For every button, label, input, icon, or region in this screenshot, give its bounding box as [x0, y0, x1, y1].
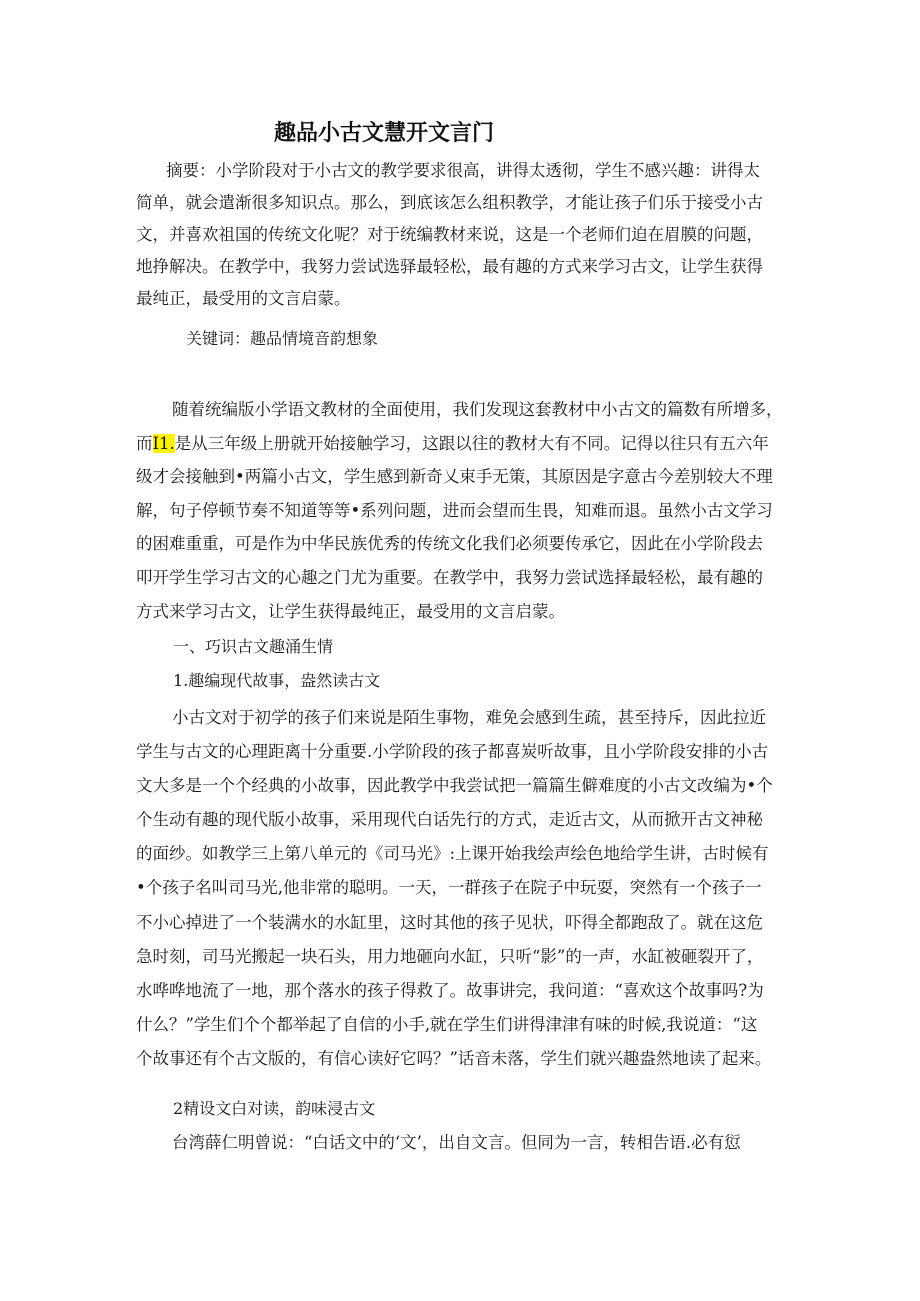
paragraph-line: 不小心掉进了一个装满水的水缸里，这时其他的孩子见状，吓得全都跑敌了。就在这危 — [136, 912, 763, 932]
abstract-line: 文，并喜欢祖国的传统文化呢？对于统编教材来说，这是一个老师们迫在眉膜的问题， — [136, 225, 763, 244]
subsection-heading: 1.趣编现代故事，盎然读古文 — [173, 671, 381, 690]
paragraph-text: 而 — [136, 433, 153, 453]
paragraph-line: 学生与古文的心理距离十分重要.小学阶段的孩子都喜炭听故事，且小学阶段安排的小古 — [136, 742, 769, 762]
paragraph-line: •个孩子名叫司马光,他非常的聪明。一天，一群孩子在院子中玩耍，突然有一个孩子一 — [136, 878, 762, 898]
paragraph-line: 方式来学习古文，让学生获得最纯正，最受用的文言启蒙。 — [136, 601, 565, 621]
paragraph-line: 台湾薛仁明曾说：“白话文中的‘文’，出自文言。但同为一言，转相告语.必有愆 — [172, 1133, 741, 1152]
abstract-line: 摘要：小学阶段对于小古文的教学要求很高，讲得太透彻，学生不感兴趣：讲得太 — [166, 161, 760, 180]
abstract-line: 简单，就会遣渐很多知识点。那么，到底该怎么组积教学，才能让孩子们乐于接受小古 — [136, 193, 763, 212]
keywords: 关键词：趣品情境音韵想象 — [186, 329, 379, 348]
paragraph-line: 急时刻，司马光搬起一块石头，用力地砸向水缸，只听“影”的一声，水缸被砸裂开了， — [136, 946, 764, 966]
paragraph-line: 的困难重重，可是作为中华民族优秀的传统文化我们必须要传承它，因此在小学阶段去 — [136, 534, 763, 554]
paragraph-line: 文大多是一个个经典的小故事，因此教学中我尝试把一篇篇生僻难度的小古文改编为•个 — [136, 776, 773, 796]
paragraph-line: 级才会接触到•两篇小古文，学生感到新奇乂束手无策，其原因是字意古今差别较大不理 — [136, 467, 773, 487]
highlighted-text: I1. — [152, 433, 175, 453]
paragraph-line: 随着统编版小学语文教材的全面使用，我们发现这套教材中小古文的篇数有所增多， — [172, 400, 783, 419]
story-paragraph — [136, 701, 796, 1076]
paragraph-line: 个生动有趣的现代版小故事，采用现代白话先行的方式，走近古文，从而掀开古文神秘 — [136, 810, 763, 830]
paragraph-line: 的面纱。如教学三上第八单元的《司马光》:上课开始我绘声绘色地给学生讲，古时候有 — [136, 844, 769, 864]
paragraph-text: 是从三年级上册就开始接触学习，这跟以往的教材大有不同。记得以往只有五六年 — [174, 433, 769, 453]
quote-paragraph — [172, 1127, 812, 1159]
paragraph-line: 小古文对于初学的孩子们来说是陌生事物，难免会感到生疏，甚至持斥，因此拉近 — [172, 708, 766, 727]
paragraph-line — [136, 427, 786, 461]
paragraph-line: 个故事还有个古文版的，有信心读好它吗？”话音未落，学生们就兴趣盎然地读了起来。 — [136, 1048, 772, 1068]
document-title: 趣品小古文慧开文言门 — [274, 121, 495, 146]
paragraph-line: 什么？”学生们个个都举起了自信的小手,就在学生们讲得津津有味的时候,我说道：“这 — [136, 1014, 758, 1034]
paragraph-line: 叩开学生学习古文的心趣之门尤为重要。在教学中，我努力尝试选择最轻松，最有趣的 — [136, 567, 763, 587]
section-heading: 一、巧识古文趣涌生情 — [173, 637, 334, 656]
abstract-line: 最纯正，最受用的文言启蒙。 — [136, 289, 351, 308]
subsection-heading: 2精设文白对读，韵味浸古文 — [173, 1099, 376, 1118]
paragraph-line: 水哗哗地流了一地，那个落水的孩子得救了。故事讲完，我问道：“喜欢这个故事吗?为 — [136, 980, 764, 1000]
paragraph-line: 解，句子停顿节奏不知道等等•系列问题，进而会望而生畏，知难而退。虽然小古文学习 — [136, 500, 773, 520]
abstract-line: 地挣解决。在教学中，我努力尝试选驿最轻松，最有趣的方式来学习古文，让学生获得 — [136, 257, 763, 276]
intro-paragraph — [136, 393, 786, 628]
abstract — [136, 155, 786, 315]
